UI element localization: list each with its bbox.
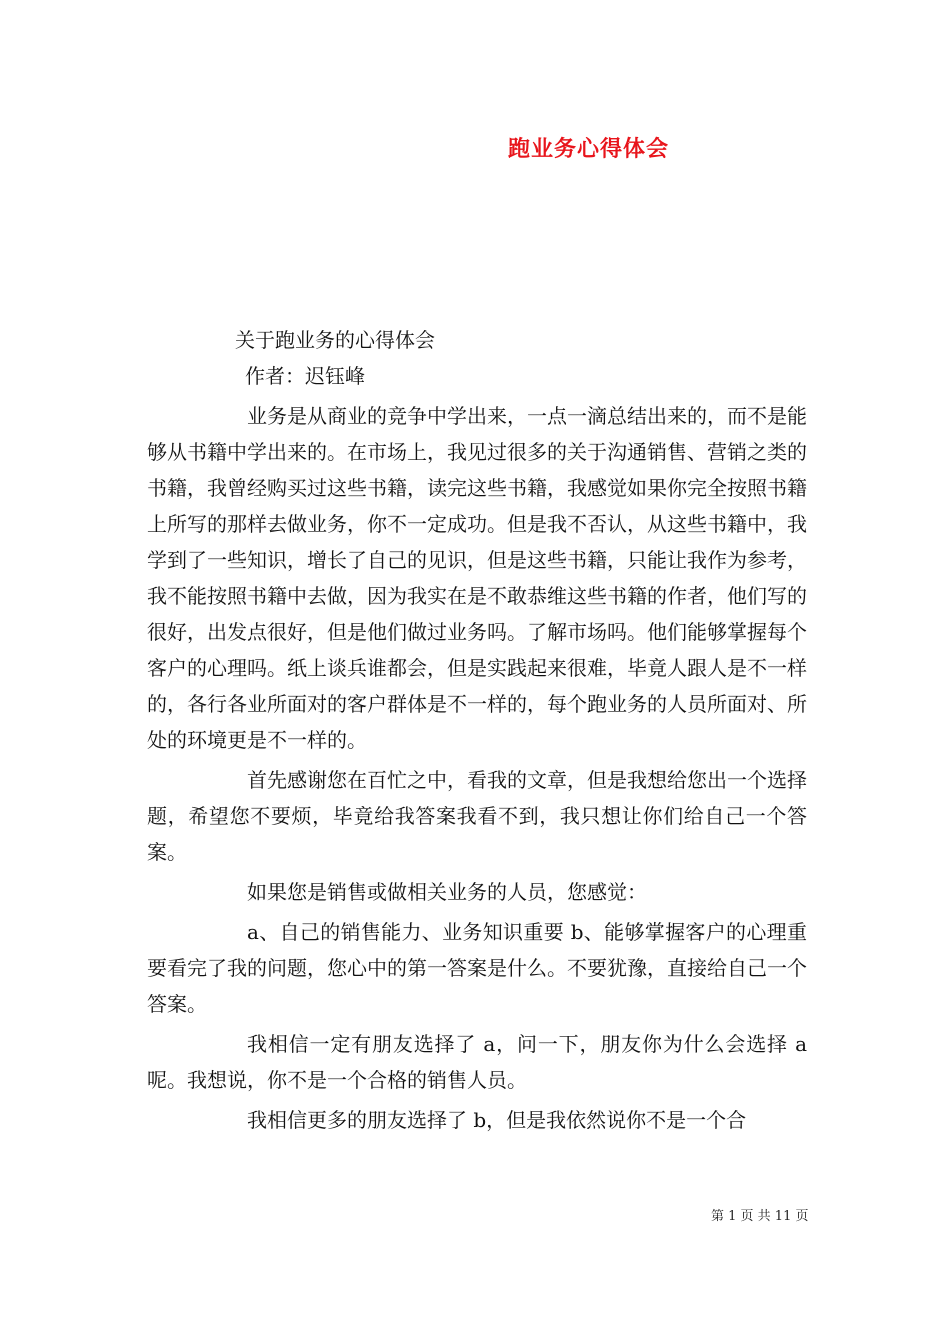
document-subtitle: 关于跑业务的心得体会: [235, 328, 435, 352]
paragraph-2: 首先感谢您在百忙之中，看我的文章，但是我想给您出一个选择题，希望您不要烦，毕竟给我答案我看不到，我只想让你们给自己一个答案。: [147, 768, 807, 864]
paragraph-4: a、自己的销售能力、业务知识重要 b、能够掌握客户的心理重要看完了我的问题，您心中的第一答案是什么。不要犹豫，直接给自己一个答案。: [147, 920, 807, 1016]
document-body: [147, 322, 807, 1138]
paragraph-6: 我相信更多的朋友选择了 b，但是我依然说你不是一个合: [247, 1108, 747, 1132]
paragraph-1: 业务是从商业的竞争中学出来，一点一滴总结出来的，而不是能够从书籍中学出来的。在市场上，我见过很多的关于沟通销售、营销之类的书籍，我曾经购买过这些书籍，读完这些书籍，我感觉如果你完全按照书籍上所写的那样去做业务，你不一定成功。但是我不否认，从这些书籍中，我学到了一些知识，增长了自己的见识，但是这些书籍，只能让我作为参考，我不能按照书籍中去做，因为我实在是不敢恭维这些书籍的作者，他们写的很好，出发点很好，但是他们做过业务吗。了解市场吗。他们能够掌握每个客户的心理吗。纸上谈兵谁都会，但是实践起来很难，毕竟人跟人是不一样的，各行各业所面对的客户群体是不一样的，每个跑业务的人员所面对、所处的环境更是不一样的。: [147, 404, 807, 752]
author-line: 作者：迟钰峰: [245, 364, 365, 388]
paragraph-3: 如果您是销售或做相关业务的人员，您感觉：: [247, 880, 647, 904]
page-number: 第 1 页 共 11 页: [711, 1209, 809, 1224]
document-title: 跑业务心得体会: [508, 136, 670, 162]
paragraph-5: 我相信一定有朋友选择了 a，问一下，朋友你为什么会选择 a 呢。我想说，你不是一个合格的销售人员。: [147, 1032, 807, 1092]
